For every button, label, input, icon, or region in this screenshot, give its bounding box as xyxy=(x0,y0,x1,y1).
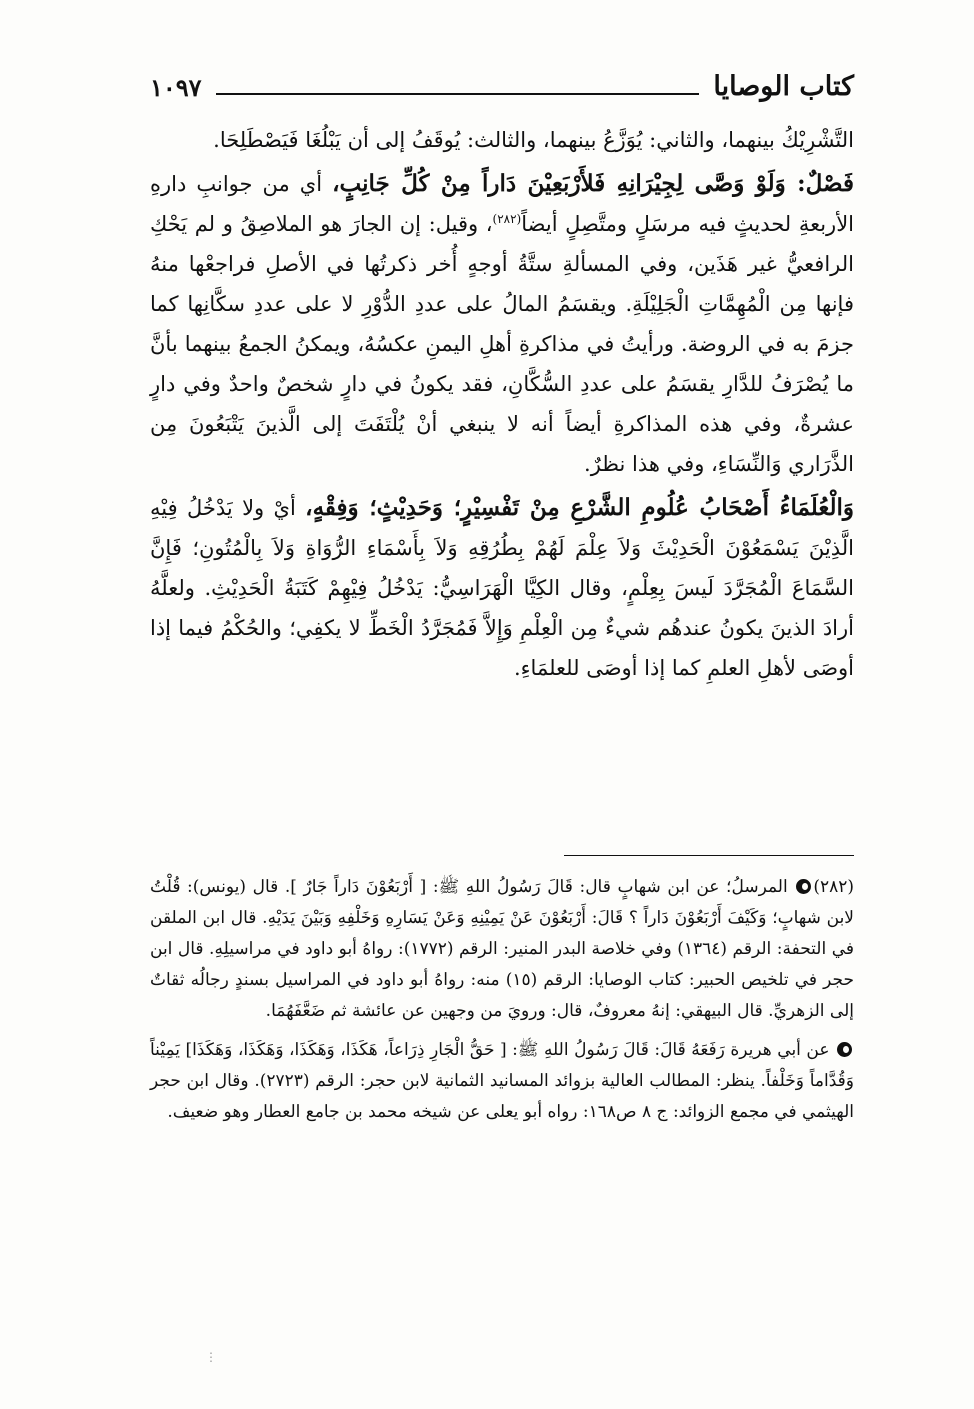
paragraph-text: أي من جوانبِ دارهِ الأربعةِ لحديثٍ فيه مرسَلٍ ومتَّصِلٍ أيضاً xyxy=(150,172,855,236)
continuation-text: التَّشْرِيْكُ بينهما، والثاني: يُوَزَّعُ بينهما، والثالث: يُوقَفُ إلى أن يَبْلُغَا فَيَصْطَلِحَا. xyxy=(213,128,854,152)
footnote-number: (٢٨٢) xyxy=(813,877,854,897)
footnote-282 xyxy=(150,872,854,1027)
page-number: ١٠٩٧ xyxy=(150,73,202,102)
paragraph-text: ، وقيل: إن الجارَ هو الملاصِقُ و لم يَحْكِ الرافعيُّ غير هَذَين، وفي المسألةِ ستَّةُ أوجهٍ أُخر ذكرتُها في الأصلِ فراجعْها منهُ فإنها مِن الْمُهِمَّاتِ الْجَلِيْلَةِ. ويقسَمُ المالُ على عددِ الدُّوْرِ لا على عددِ سكَّانِها كما جزمَ به في الروضة. ورأيتُ في مذاكرةِ أهلِ اليمنِ عكسُهُ، ويمكنُ الجمعُ بينهما بأنَّ ما يُصْرَفُ للدَّارِ يقسَمُ على عددِ السُّكَّانِ، فقد يكونُ في دارٍ شخصٌ واحدٌ وفي دارٍ عشرةٌ، وفي هذه المذاكرةِ أيضاً أنه لا ينبغي أنْ يُلْتَفَتَ إلى الَّذينَ يَتْبَعُونَ مِن الذَّرَاري وَالنِّسَاءِ، وفي هذا نظرٌ. xyxy=(150,212,854,476)
paragraph-text: أيْ ولا يَدْخُلُ فِيْهِ الَّذِيْنَ يَسْمَعُوْنَ الْحَدِيْثَ وَلاَ عِلْمَ لَهُمْ بِطُرُقِهِ وَلاَ بِأَسْمَاءِ الرُّوَاةِ وَلاَ بِالْمُتُونِ؛ فَإِنَّ السَّمَاعَ الْمُجَرَّدَ لَيسَ بِعِلْمٍ، وقال الكِيَّا الْهَرَاسِيُّ: يَدْخُلُ فِيْهِمْ كَتَبَةُ الْحَدِيْثِ. ولعلَّهُ أرادَ الذينَ يكونُ عندهُم شيءٌ مِن الْعِلْمِ وَإِلاَّ فَمُجَرَّدُ الْخَطِّ لا يكفِي؛ والحُكْمُ فيما إذا أوصَى لأهلِ العلمِ كما إذا أوصَى للعلمَاءِ. xyxy=(150,496,854,680)
header-rule xyxy=(216,93,700,95)
crescent-circle-icon xyxy=(796,879,811,894)
main-text xyxy=(150,120,854,688)
paragraph-scholars xyxy=(150,488,854,688)
running-title: كتاب الوصايا xyxy=(713,71,854,102)
footnote-text: عن أبي هريرة رَفَعَهُ قَالَ: قَالَ رَسُولُ اللهِ ﷺ: [ حَقُّ الْجَارِ ذِرَاعاً، هَكَذَا، وَهَكَذَا، وَهَكَذَا، وَهَكَذَا] يَمِيْناً وَقُدَّاماً وَخَلْفاً. ينظر: المطالب العالية بزوائد المسانيد الثمانية لابن حجر: الرقم (٢٧٢٣). وقال ابن حجر الهيثمي في مجمع الزوائد: ج ٨ ص١٦٨: رواه أبو يعلى عن شيخه محمد بن جامع العطار وهو ضعيف. xyxy=(150,1040,855,1122)
crescent-circle-icon xyxy=(837,1042,852,1057)
footnote-text: المرسلُ؛ عن ابن شهابٍ قال: قَالَ رَسُولُ اللهِ ﷺ: [ أَرْبَعُوْنَ دَاراً جَارٌ ]. قال (يونس): قُلْتُ لابن شهابٍ؛ وَكَيْفَ أَرْبَعُوْنَ دَاراً ؟ قَالَ: أَرْبَعُوْنَ عَنْ يَمِيْنِهِ وَعَنْ يَسَارِهِ وَخَلْفِهِ وَبَيْنَ يَدَيْهِ. قال ابن الملقن في التحفة: الرقم (١٣٦٤) وفي خلاصة البدر المنير: الرقم (١٧٧٢): رواهُ أبو داود في مراسيلِهِ. قال ابن حجر في تلخيص الحبير: كتاب الوصايا: الرقم (١٥) منه: رواهُ أبو داود في المراسيل بسندٍ رجالُه ثقاتٌ إلى الزهريِّ. قال البيهقي: إنهُ معروفٌ، قال: ورويَ من وجهين عن عائشة ثم ضَعَّفَهُمَا. xyxy=(150,877,855,1021)
paragraph-neighbors xyxy=(150,164,854,484)
footnote-reference: (٢٨٢) xyxy=(492,212,522,226)
paragraph-heading: فَصْلٌ: وَلَوْ وَصَّى لِجِيْرَانِهِ فَلأَرْبَعِيْنَ دَاراً مِنْ كُلِّ جَانِبٍ، xyxy=(332,170,854,197)
footnote-separator xyxy=(564,855,854,856)
page-header xyxy=(150,60,854,100)
footnote-continuation xyxy=(150,1035,854,1128)
continuation-line xyxy=(150,120,854,160)
footnotes xyxy=(150,872,854,1128)
scan-speck: ⋮ xyxy=(205,1350,217,1364)
paragraph-heading: وَالْعُلَمَاءُ أَصْحَابُ عُلُومِ الشَّرْعِ مِنْ تَفْسِيْرٍ؛ وَحَدِيْثٍ؛ وَفِقْهٍ، xyxy=(305,494,854,521)
